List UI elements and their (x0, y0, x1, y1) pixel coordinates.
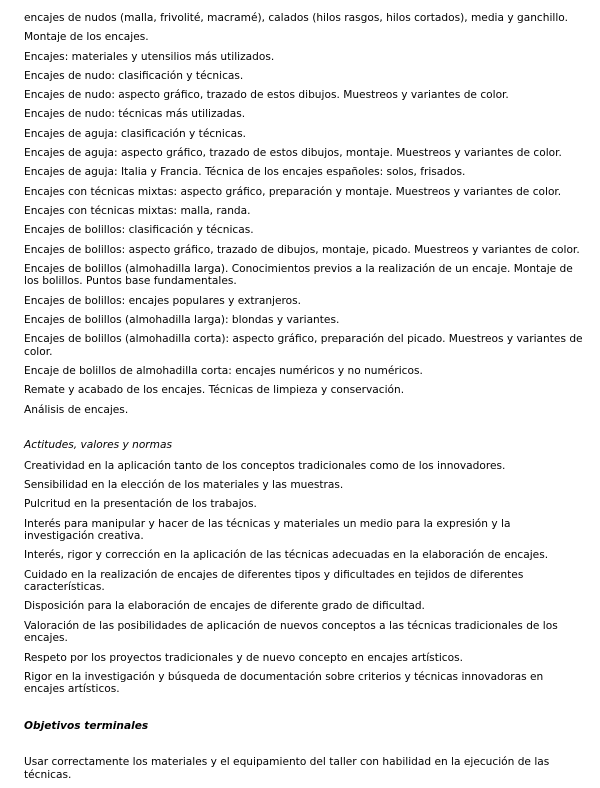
list-item: Encajes con técnicas mixtas: aspecto gráfico, preparación y montaje. Muestreos y variantes de color. (24, 185, 562, 198)
list-item: Respeto por los proyectos tradicionales y de nuevo concepto en encajes artísticos. (24, 651, 463, 664)
list-item: Valoración de las posibilidades de aplicación de nuevos conceptos a las técnicas tradicionales de los encajes. (24, 619, 558, 645)
list-item: Pulcritud en la presentación de los trabajos. (24, 498, 257, 511)
list-item: Encajes de bolillos: clasificación y técnicas. (24, 224, 254, 237)
objetivos-text: Usar correctamente los materiales y el equipamiento del taller con habilidad en la ejecución de las técnicas. (24, 756, 550, 781)
document-page (24, 12, 584, 788)
list-item: Creatividad en la aplicación tanto de los conceptos tradicionales como de los innovadores. (24, 459, 506, 472)
actitudes-list (24, 460, 584, 696)
list-item: Encajes de aguja: aspecto gráfico, trazado de estos dibujos, montaje. Muestreos y variantes de color. (24, 147, 562, 160)
list-item: Encajes de nudo: aspecto gráfico, trazado de estos dibujos. Muestreos y variantes de color. (24, 89, 509, 102)
list-item: Encajes con técnicas mixtas: malla, randa. (24, 204, 251, 217)
list-item: Disposición para la elaboración de encajes de diferente grado de dificultad. (24, 600, 425, 613)
list-item: Interés para manipular y hacer de las técnicas y materiales un medio para la expresión y la investigación creativa. (24, 517, 511, 543)
contenidos-list (24, 12, 584, 416)
list-item: Remate y acabado de los encajes. Técnicas de limpieza y conservación. (24, 384, 405, 397)
list-item: encajes de nudos (malla, frivolité, macramé), calados (hilos rasgos, hilos cortados), media y ganchillo. (24, 12, 568, 24)
actitudes-heading: Actitudes, valores y normas (24, 439, 172, 452)
list-item: Encajes de bolillos (almohadilla larga): blondas y variantes. (24, 313, 340, 326)
objetivos-heading: Objetivos terminales (24, 719, 149, 732)
list-item: Encajes de aguja: clasificación y técnicas. (24, 127, 247, 140)
list-item: Encajes de nudo: técnicas más utilizadas. (24, 108, 246, 121)
list-item: Encaje de bolillos de almohadilla corta: encajes numéricos y no numéricos. (24, 365, 423, 378)
list-item: Interés, rigor y corrección en la aplicación de las técnicas adecuadas en la elaboración de encajes. (24, 549, 549, 562)
list-item: Rigor en la investigación y búsqueda de documentación sobre criterios y técnicas innovadoras en encajes artísticos. (24, 670, 544, 696)
list-item: Encajes de bolillos (almohadilla larga). Conocimientos previos a la realización de un encaje. Montaje de los bolillos. Puntos base fundamentales. (24, 262, 573, 288)
list-item: Sensibilidad en la elección de los materiales y las muestras. (24, 478, 344, 491)
list-item: Encajes de bolillos (almohadilla corta): aspecto gráfico, preparación del picado. Muestreos y variantes de color. (24, 333, 583, 358)
list-item: Encajes de aguja: Italia y Francia. Técnica de los encajes españoles: solos, frisados. (24, 166, 466, 179)
list-item: Encajes de nudo: clasificación y técnicas. (24, 69, 244, 82)
list-item: Cuidado en la realización de encajes de diferentes tipos y dificultades en tejidos de diferentes características. (24, 568, 524, 594)
list-item: Análisis de encajes. (24, 403, 129, 416)
list-item: Encajes de bolillos: aspecto gráfico, trazado de dibujos, montaje, picado. Muestreos y variantes de color. (24, 243, 580, 256)
list-item: Encajes de bolillos: encajes populares y extranjeros. (24, 294, 302, 307)
list-item: Encajes: materiales y utensilios más utilizados. (24, 50, 275, 63)
list-item: Montaje de los encajes. (24, 31, 149, 44)
